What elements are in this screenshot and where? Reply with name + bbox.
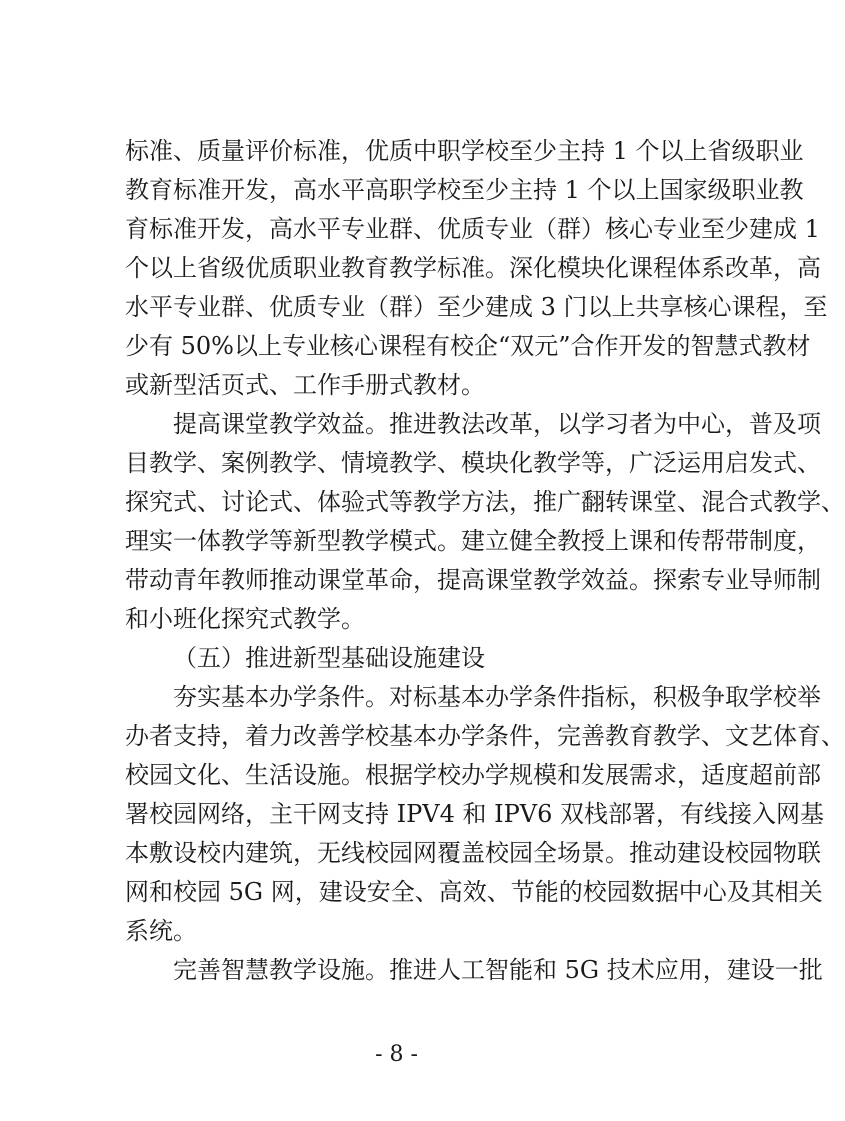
text-line: 办者支持，着力改善学校基本办学条件，完善教育教学、文艺体育、 bbox=[125, 722, 845, 750]
text-line: 校园文化、生活设施。根据学校办学规模和发展需求，适度超前部 bbox=[125, 761, 821, 789]
text-line: 系统。 bbox=[125, 917, 197, 945]
text-line: 和小班化探究式教学。 bbox=[125, 605, 365, 633]
text-line: 理实一体教学等新型教学模式。建立健全教授上课和传帮带制度， bbox=[125, 527, 821, 555]
text-line: 育标准开发，高水平专业群、优质专业（群）核心专业至少建成 1 bbox=[125, 215, 820, 243]
text-line: 目教学、案例教学、情境教学、模块化教学等，广泛运用启发式、 bbox=[125, 449, 821, 477]
text-line: 夯实基本办学条件。对标基本办学条件指标，积极争取学校举 bbox=[173, 683, 821, 711]
text-line: 本敷设校内建筑，无线校园网覆盖校园全场景。推动建设校园物联 bbox=[125, 839, 821, 867]
text-line: 提高课堂教学效益。推进教法改革，以学习者为中心，普及项 bbox=[173, 410, 821, 438]
text-line: 带动青年教师推动课堂革命，提高课堂教学效益。探索专业导师制 bbox=[125, 566, 821, 594]
body-text bbox=[125, 132, 845, 990]
text-line: 网和校园 5G 网，建设安全、高效、节能的校园数据中心及其相关 bbox=[125, 878, 823, 906]
text-line: 少有 50%以上专业核心课程有校企“双元”合作开发的智慧式教材 bbox=[125, 332, 811, 360]
text-line: 教育标准开发，高水平高职学校至少主持 1 个以上国家级职业教 bbox=[125, 176, 804, 204]
text-line: 标准、质量评价标准，优质中职学校至少主持 1 个以上省级职业 bbox=[125, 137, 804, 165]
text-line: 水平专业群、优质专业（群）至少建成 3 门以上共享核心课程，至 bbox=[125, 293, 828, 321]
text-line: 署校园网络，主干网支持 IPV4 和 IPV6 双栈部署，有线接入网基 bbox=[125, 800, 824, 828]
section-heading: （五）推进新型基础设施建设 bbox=[173, 644, 485, 672]
text-line: 个以上省级优质职业教育教学标准。深化模块化课程体系改革，高 bbox=[125, 254, 821, 282]
page-number: - 8 - bbox=[375, 1042, 418, 1067]
text-line: 或新型活页式、工作手册式教材。 bbox=[125, 371, 485, 399]
text-line: 探究式、讨论式、体验式等教学方法，推广翻转课堂、混合式教学、 bbox=[125, 488, 845, 516]
text-line: 完善智慧教学设施。推进人工智能和 5G 技术应用，建设一批 bbox=[173, 956, 823, 984]
